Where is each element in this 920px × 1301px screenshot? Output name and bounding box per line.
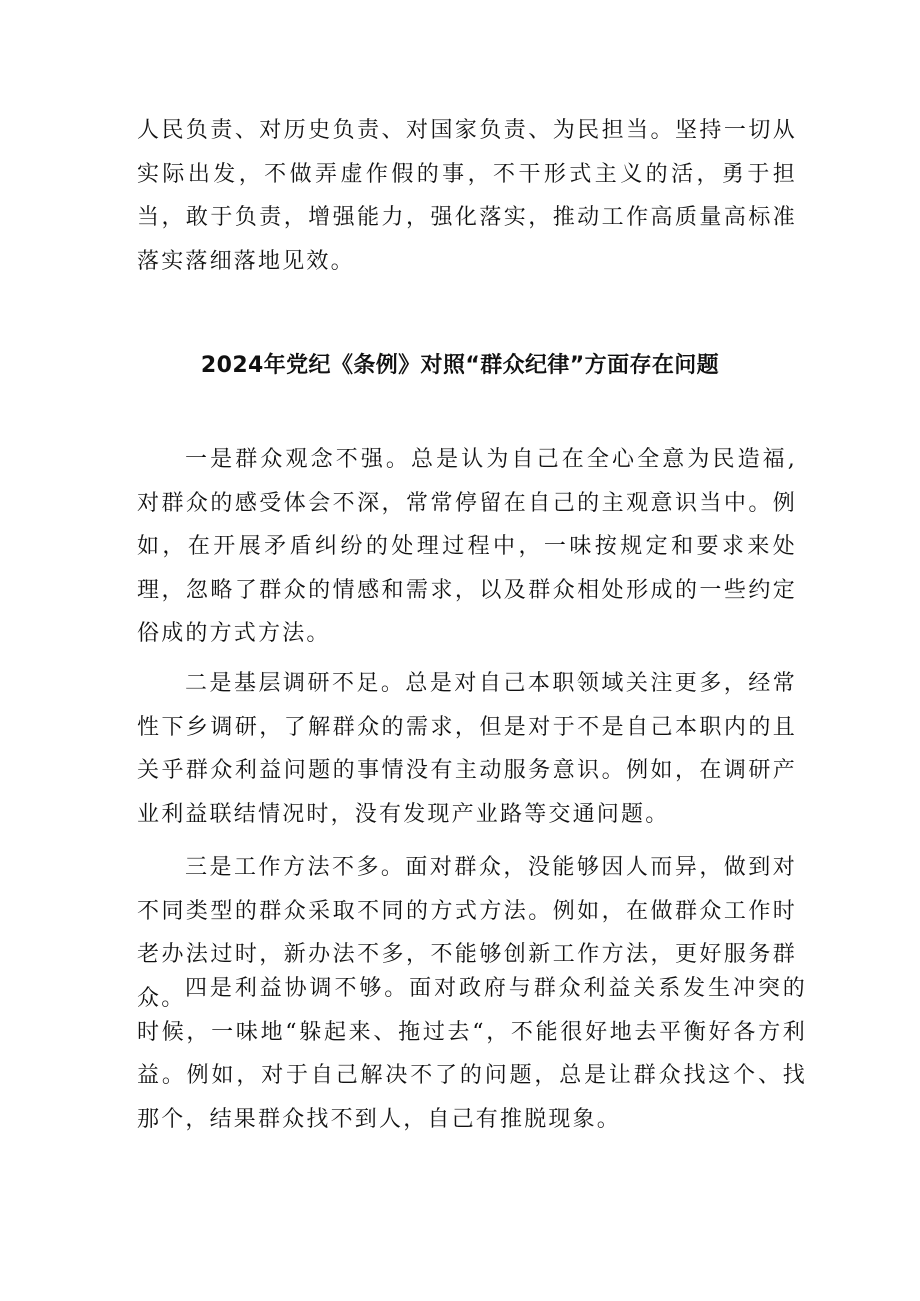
- intro-paragraph: 人民负责、对历史负责、对国家负责、为民担当。坚持一切从实际出发，不做弄虚作假的事，不干形式主义的活，勇于担当，敢于负责，增强能力，强化落实，推动工作高质量高标准落实落细落地见效。: [137, 118, 797, 274]
- section-title: 2024年党纪《条例》对照“群众纪律”方面存在问题: [200, 353, 720, 378]
- paragraph-3: 三是工作方法不多。面对群众，没能够因人而异，做到对不同类型的群众采取不同的方式方法。例如，在做群众工作时老办法过时，新办法不多，不能够创新工作方法，更好服务群众。: [137, 855, 797, 1011]
- paragraph-4: 四是利益协调不够。面对政府与群众利益关系发生冲突的时候，一味地“躲起来、拖过去“，不能很好地去平衡好各方利益。例如，对于自己解决不了的问题，总是让群众找这个、找那个，结果群众找不到人，自己有推脱现象。: [137, 976, 807, 1132]
- paragraph-2: 二是基层调研不足。总是对自己本职领域关注更多，经常性下乡调研，了解群众的需求，但是对于不是自己本职内的且关乎群众利益问题的事情没有主动服务意识。例如，在调研产业利益联结情况时，没有发现产业路等交通问题。: [137, 671, 797, 827]
- paragraph-1: 一是群众观念不强。总是认为自己在全心全意为民造福,对群众的感受体会不深，常常停留在自己的主观意识当中。例如，在开展矛盾纠纷的处理过程中，一味按规定和要求来处理，忽略了群众的情感和需求，以及群众相处形成的一些约定俗成的方式方法。: [137, 447, 797, 646]
